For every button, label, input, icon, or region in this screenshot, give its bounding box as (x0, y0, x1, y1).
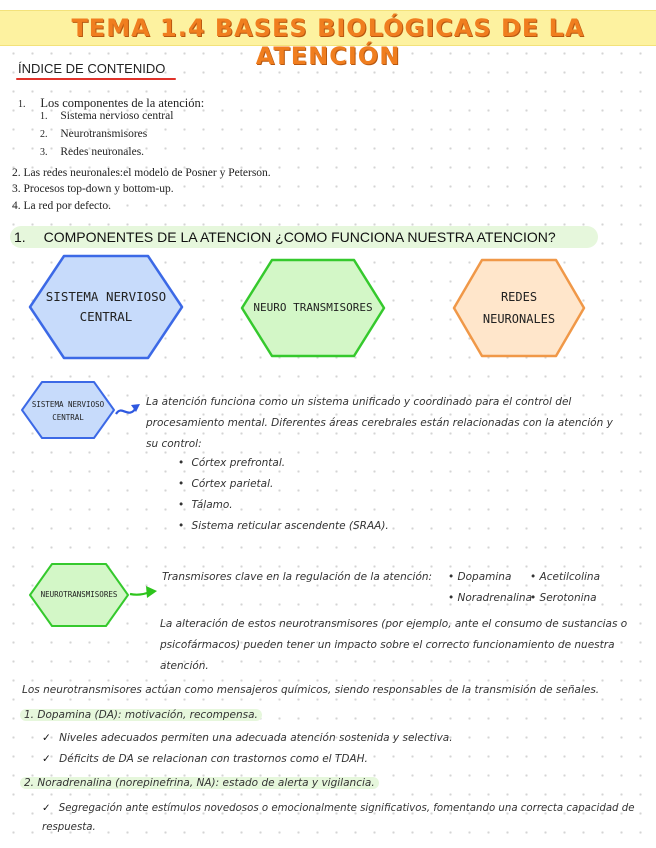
toc-item-1-num: 1. (18, 99, 26, 110)
neuro-list-text: Noradrenalina (457, 592, 533, 604)
dopamina-heading-text: 1. Dopamina (DA): motivación, recompensa. (20, 709, 262, 721)
dopamina-check (42, 728, 453, 749)
neuro-line: La alteración de estos neurotransmisores (por ejemplo, ante el consumo de sustancias o (160, 618, 628, 630)
toc-item-1 (18, 96, 204, 111)
dopamina-heading (20, 705, 262, 726)
toc-subitem-2 (40, 128, 147, 140)
toc-item-1-label: Los componentes de la atención: (40, 96, 205, 110)
noradrenalina-check-text: Segregación ante estímulos novedosos o emocionalmente significativos, fomentando una correcta capacidad de (58, 803, 635, 814)
toc-item-4: 4. La red por defecto. (12, 200, 111, 212)
dopamina-check (42, 749, 368, 770)
neuro-list-item: • Serotonina (530, 592, 597, 604)
section-1-number: 1. (14, 229, 26, 245)
neuro-list-text: Acetilcolina (539, 571, 601, 583)
toc-item-3: 3. Procesos top-down y bottom-up. (12, 183, 174, 195)
badge-snc-label: SISTEMA NERVIOSO CENTRAL (31, 400, 105, 422)
toc-heading: ÍNDICE DE CONTENIDO (18, 61, 166, 76)
arrow-green-icon (128, 582, 160, 602)
snc-line: su control: (146, 438, 202, 450)
snc-bullet: • Córtex prefrontal. (178, 457, 286, 469)
snc-bullet-text: Córtex parietal. (191, 478, 274, 490)
check-icon: ✓ (42, 732, 51, 744)
section-1-title (14, 229, 556, 245)
noradrenalina-check (42, 798, 635, 819)
dopamina-check-text: Déficits de DA se relacionan con trastornos como el TDAH. (59, 753, 368, 765)
badge-neurotransmisores-label: NEUROTRANSMISORES (40, 589, 118, 599)
toc-subitem-label: Redes neuronales. (60, 146, 145, 158)
toc-subitem-1 (40, 110, 173, 122)
snc-bullet-text: Tálamo. (191, 499, 233, 511)
snc-bullet-text: Córtex prefrontal. (191, 457, 286, 469)
snc-bullet: • Córtex parietal. (178, 478, 274, 490)
noradrenalina-heading (20, 773, 379, 794)
toc-subitem-label: Sistema nervioso central (60, 110, 174, 122)
check-icon: ✓ (42, 753, 51, 765)
messengers-text: Los neurotransmisores actúan como mensajeros químicos, siendo responsables de la transmisión de señales. (22, 684, 600, 696)
toc-subitem-num: 3. (40, 147, 48, 158)
snc-line: procesamiento mental. Diferentes áreas cerebrales están relacionadas con la atención y (146, 417, 613, 429)
toc-item-2: 2. Las redes neuronales:el modelo de Posner y Peterson. (12, 167, 271, 179)
page-title: TEMA 1.4 BASES BIOLÓGICAS DE LA ATENCIÓN (71, 14, 585, 70)
hexagon-neurotransmisores-label: NEURO TRANSMISORES (253, 301, 373, 314)
snc-description (146, 392, 646, 455)
toc-underline (16, 78, 176, 80)
neuro-intro: Transmisores clave en la regulación de la atención: (162, 571, 433, 583)
section-1-label: COMPONENTES DE LA ATENCION ¿COMO FUNCIONA NUESTRA ATENCION? (43, 229, 556, 245)
snc-bullet-text: Sistema reticular ascendente (SRAA). (191, 520, 389, 532)
neuro-line: atención. (160, 660, 209, 672)
toc-subitem-num: 2. (40, 129, 48, 140)
toc-subitem-3 (40, 146, 144, 158)
toc-subitem-num: 1. (40, 111, 48, 122)
snc-bullet: • Sistema reticular ascendente (SRAA). (178, 520, 389, 532)
neuro-list-text: Serotonina (539, 592, 597, 604)
snc-line: La atención funciona como un sistema unificado y coordinado para el control del (146, 396, 572, 408)
dopamina-check-text: Niveles adecuados permiten una adecuada atención sostenida y selectiva. (59, 732, 453, 744)
neuro-description (160, 614, 650, 677)
noradrenalina-check-cont: respuesta. (42, 822, 96, 833)
noradrenalina-heading-text: 2. Noradrenalina (norepinefrina, NA): estado de alerta y vigilancia. (20, 777, 379, 789)
hexagon-redes-label: REDES NEURONALES (482, 290, 556, 326)
arrow-blue-icon (114, 396, 146, 422)
neuro-list-item: • Dopamina (448, 571, 512, 583)
neuro-list-item: • Noradrenalina (448, 592, 533, 604)
neuro-list-text: Dopamina (457, 571, 512, 583)
neuro-line: psicofármacos) pueden tener un impacto sobre el correcto funcionamiento de nuestra (160, 639, 615, 651)
hexagon-snc-label: SISTEMA NERVIOSO CENTRAL (45, 289, 167, 324)
check-icon: ✓ (42, 803, 51, 814)
toc-subitem-label: Neurotransmisores (60, 128, 148, 140)
snc-bullet: • Tálamo. (178, 499, 233, 511)
snc-bullets (178, 453, 389, 537)
neuro-list-item: • Acetilcolina (530, 571, 601, 583)
